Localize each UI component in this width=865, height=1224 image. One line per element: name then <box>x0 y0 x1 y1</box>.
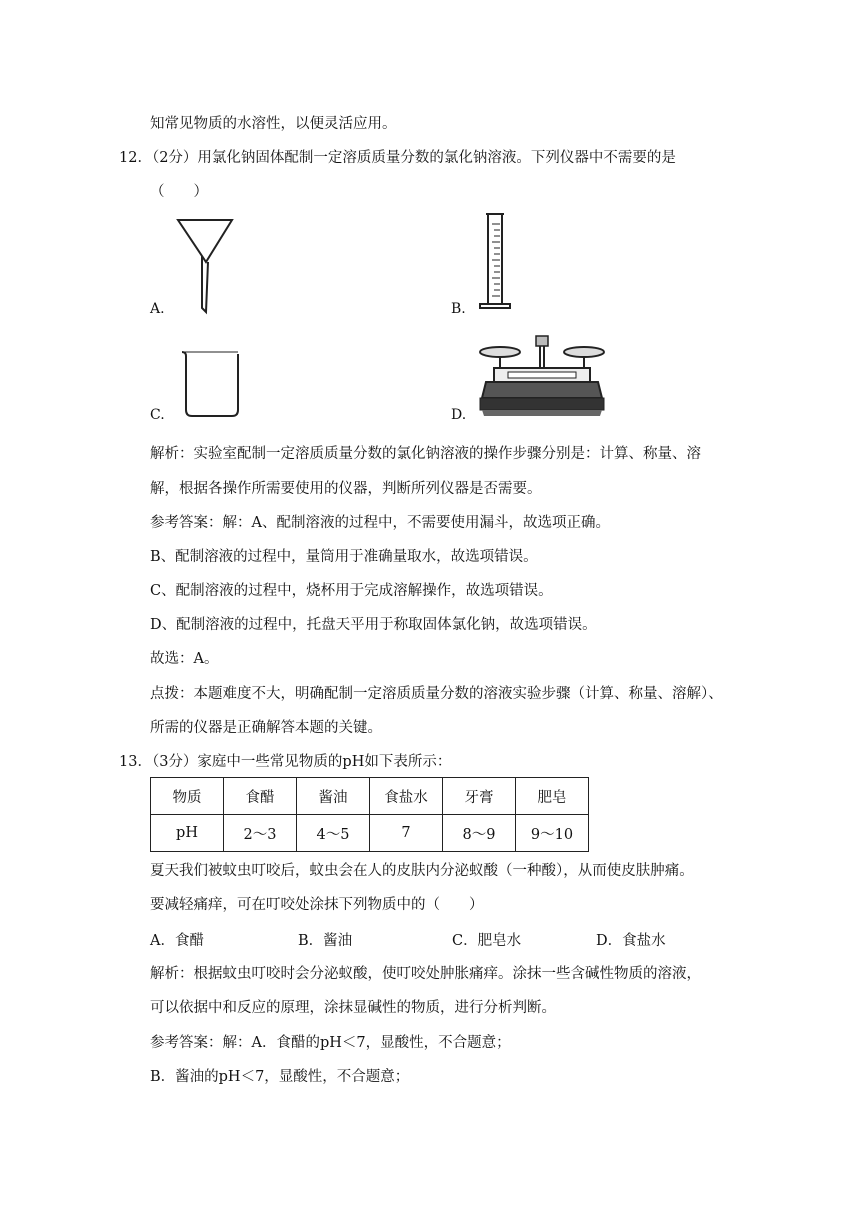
table-cell: 食醋 <box>224 778 297 815</box>
option-b-label: B. <box>451 301 466 317</box>
question-12-stem: 12．（2分）用氯化钠固体配制一定溶质质量分数的氯化钠溶液。下列仪器中不需要的是 <box>119 150 676 166</box>
question-12-blank: （ ） <box>150 184 208 200</box>
table-cell: 9～10 <box>516 815 589 852</box>
table-row <box>151 778 589 815</box>
answer-12-c: C、配制溶液的过程中，烧杯用于完成溶解操作，故选项错误。 <box>150 583 553 599</box>
question-13-stem: 13．（3分）家庭中一些常见物质的pH如下表所示： <box>119 754 452 770</box>
answer-12-b: B、配制溶液的过程中，量筒用于准确量取水，故选项错误。 <box>150 549 538 565</box>
question-13-choices <box>150 929 710 949</box>
analysis-12-line2: 解，根据各操作所需要使用的仪器，判断所列仪器是否需要。 <box>150 481 542 497</box>
table-cell: pH <box>151 815 224 852</box>
analysis-13-line2: 可以依据中和反应的原理，涂抹显碱性的物质，进行分析判断。 <box>150 1000 556 1016</box>
table-cell: 食盐水 <box>370 778 443 815</box>
table-cell: 2～3 <box>224 815 297 852</box>
text-line: 知常见物质的水溶性，以便灵活应用。 <box>150 116 397 132</box>
funnel-icon <box>176 218 236 314</box>
table-cell: 4～5 <box>297 815 370 852</box>
option-a-label: A. <box>150 301 165 317</box>
table-cell: 酱油 <box>297 778 370 815</box>
graduated-cylinder-icon <box>478 212 528 312</box>
answer-13-a: 参考答案：解：A．食醋的pH＜7，显酸性，不合题意； <box>150 1035 511 1051</box>
table-cell: 物质 <box>151 778 224 815</box>
balance-scale-icon <box>478 334 606 418</box>
table-cell: 牙膏 <box>443 778 516 815</box>
table-cell: 8～9 <box>443 815 516 852</box>
question-13-text2: 要减轻痛痒，可在叮咬处涂抹下列物质中的（ ） <box>150 897 484 913</box>
tip-12-line1: 点拨：本题难度不大，明确配制一定溶质质量分数的溶液实验步骤（计算、称量、溶解）、 <box>150 686 723 702</box>
choice-b: B．酱油 <box>298 933 353 949</box>
answer-13-b: B．酱油的pH＜7，显酸性，不合题意； <box>150 1069 410 1085</box>
choice-a: A．食醋 <box>150 933 204 949</box>
question-13-text1: 夏天我们被蚊虫叮咬后，蚊虫会在人的皮肤内分泌蚁酸（一种酸），从而使皮肤肿痛。 <box>150 863 694 879</box>
table-cell: 7 <box>370 815 443 852</box>
choice-c: C．肥皂水 <box>452 933 522 949</box>
option-d-label: D. <box>451 407 467 423</box>
answer-12-a: 参考答案：解：A、配制溶液的过程中，不需要使用漏斗，故选项正确。 <box>150 515 610 531</box>
table-cell: 肥皂 <box>516 778 589 815</box>
table-row <box>151 815 589 852</box>
answer-12-choice: 故选：A。 <box>150 651 219 667</box>
ph-table <box>150 777 589 852</box>
analysis-12-line1: 解析：实验室配制一定溶质质量分数的氯化钠溶液的操作步骤分别是：计算、称量、溶 <box>150 446 701 462</box>
beaker-icon <box>180 350 242 418</box>
option-c-label: C. <box>150 407 165 423</box>
analysis-13-line1: 解析：根据蚊虫叮咬时会分泌蚁酸，使叮咬处肿胀痛痒。涂抹一些含碱性物质的溶液， <box>150 966 701 982</box>
answer-12-d: D、配制溶液的过程中，托盘天平用于称取固体氯化钠，故选项错误。 <box>150 617 597 633</box>
tip-12-line2: 所需的仪器是正确解答本题的关键。 <box>150 720 382 736</box>
choice-d: D．食盐水 <box>596 933 666 949</box>
